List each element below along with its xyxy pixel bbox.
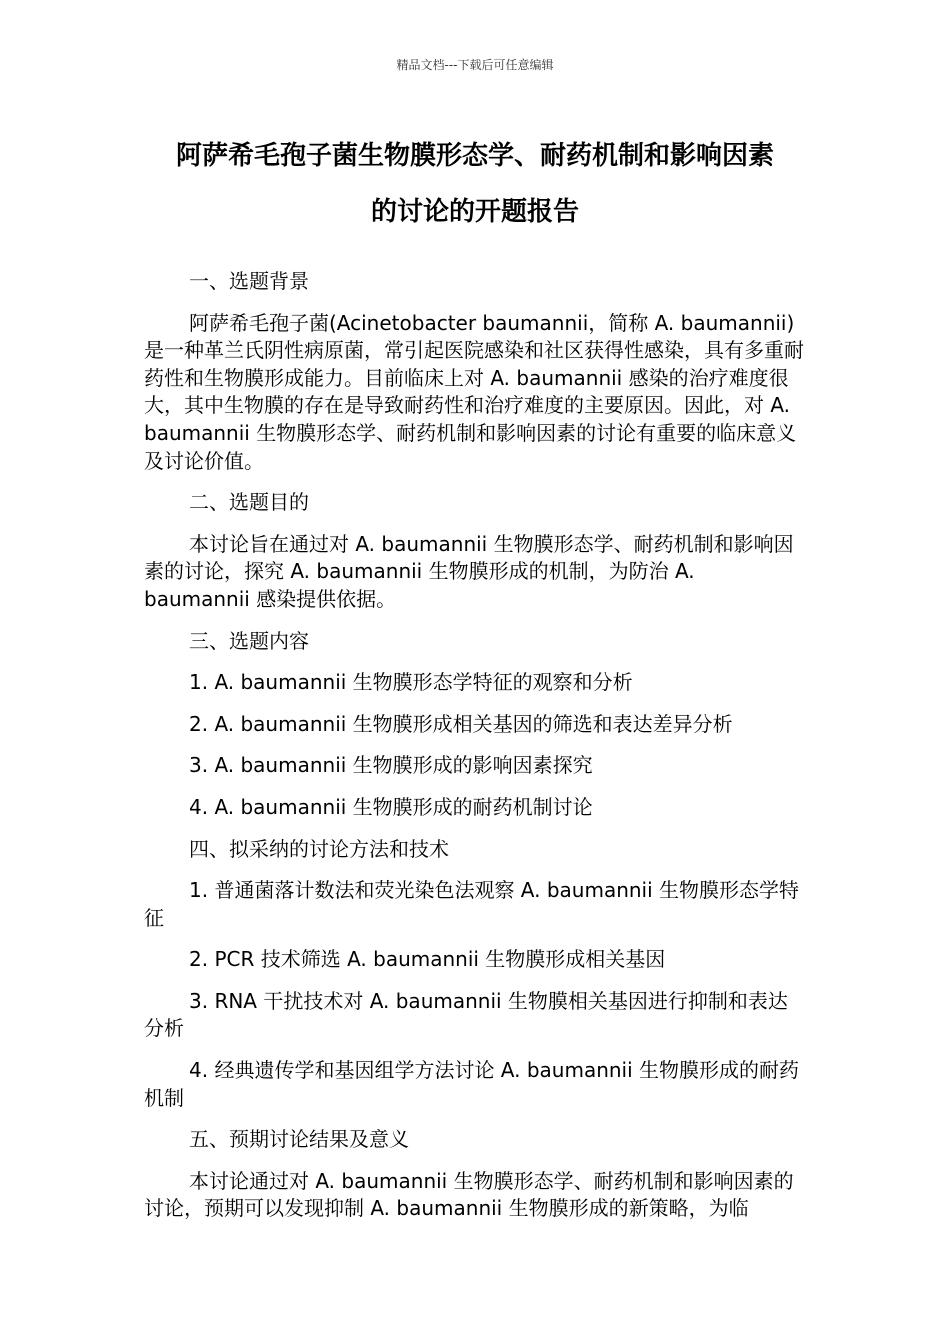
section-heading-expected-results: 五、预期讨论结果及意义 [189, 1127, 409, 1152]
paragraph-background: 阿萨希毛孢子菌(Acinetobacter baumannii，简称 A. baumannii)是一种革兰氏阴性病原菌，常引起医院感染和社区获得性感染，具有多重耐药性和生物膜形成能力。目前临床上对 A. baumannii 感染的治疗难度很大，其中生物膜的存在是导致耐药性和治疗难度的主要原因。因此，对 A. baumannii 生物膜形态学、耐药机制和影响因素的讨论有重要的临床意义及讨论价值。 [144, 310, 804, 473]
section-heading-content: 三、选题内容 [189, 628, 309, 653]
section-heading-background: 一、选题背景 [189, 269, 309, 293]
method-item-4: 4. 经典遗传学和基因组学方法讨论 A. baumannii 生物膜形成的耐药机制 [144, 1058, 800, 1110]
document-title [140, 128, 810, 240]
paragraph-expected-results: 本讨论通过对 A. baumannii 生物膜形态学、耐药机制和影响因素的讨论，预期可以发现抑制 A. baumannii 生物膜形成的新策略，为临 [144, 1168, 794, 1221]
title-line-1: 阿萨希毛孢子菌生物膜形态学、耐药机制和影响因素 [175, 141, 774, 171]
section-heading-methods: 四、拟采纳的讨论方法和技术 [189, 836, 449, 861]
method-item-1: 1. 普通菌落计数法和荧光染色法观察 A. baumannii 生物膜形态学特征 [144, 878, 800, 930]
title-line-2: 的讨论的开题报告 [370, 197, 579, 227]
content-item-2: 2. A. baumannii 生物膜形成相关基因的筛选和表达差异分析 [189, 711, 733, 736]
content-item-1: 1. A. baumannii 生物膜形态学特征的观察和分析 [189, 670, 633, 695]
content-item-4: 4. A. baumannii 生物膜形成的耐药机制讨论 [189, 794, 593, 819]
content-item-3: 3. A. baumannii 生物膜形成的影响因素探究 [189, 753, 593, 778]
section-heading-purpose: 二、选题目的 [189, 490, 309, 515]
method-item-3: 3. RNA 干扰技术对 A. baumannii 生物膜相关基因进行抑制和表达分析 [144, 988, 788, 1041]
header-watermark: 精品文档---下载后可任意编辑 [396, 58, 554, 72]
document-body [144, 268, 806, 1237]
method-item-2: 2. PCR 技术筛选 A. baumannii 生物膜形成相关基因 [189, 947, 666, 972]
paragraph-purpose: 本讨论旨在通过对 A. baumannii 生物膜形态学、耐药机制和影响因素的讨论，探究 A. baumannii 生物膜形成的机制，为防治 A. baumannii 感染提供依据。 [144, 531, 794, 611]
